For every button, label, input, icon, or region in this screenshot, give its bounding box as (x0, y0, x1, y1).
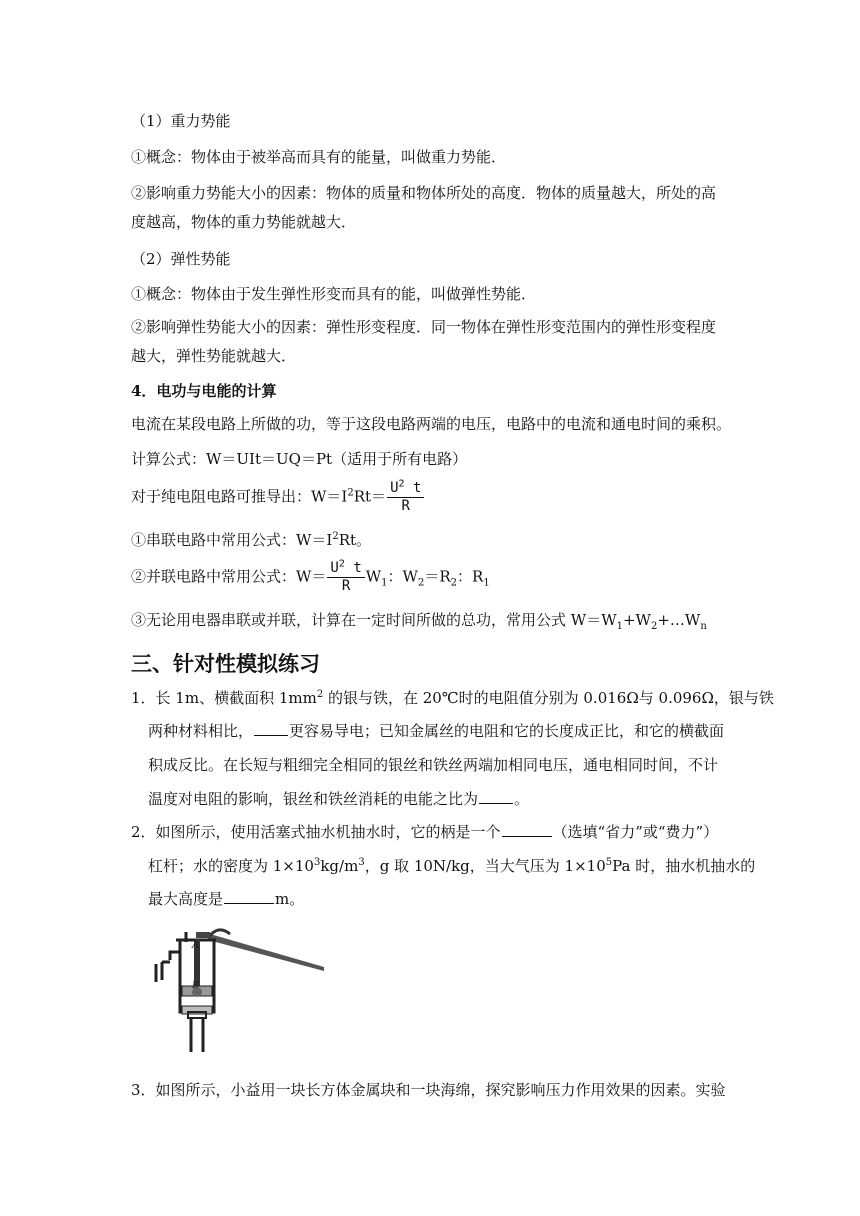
elastic-factors-line1: ②影响弹性势能大小的因素：弹性形变程度．同一物体在弹性形变范围内的弹性形变程度 (131, 318, 717, 336)
series-formula: ①串联电路中常用公式：$W=I^2Rt$。 (131, 531, 372, 549)
pure-resistance-formula: 对于纯电阻电路可推导出：$W=I^2Rt=$ $\frac{U^2 t}{R}$ (131, 480, 425, 515)
section-title: 三、针对性模拟练习 (131, 652, 320, 676)
elastic-factors-line2: 越大，弹性势能就越大． (131, 347, 297, 365)
gravity-concept: ①概念：物体由于被举高而具有的能量，叫做重力势能． (131, 148, 507, 166)
q3-line1: 3．如图所示，小益用一块长方体金属块和一块海绵，探究影响压力作用效果的因素。实验 (131, 1081, 726, 1099)
q1-blank-1[interactable] (254, 721, 288, 736)
q1-line4: 温度对电阻的影响，银丝和铁丝消耗的电能之比为 。 (148, 790, 530, 808)
gravity-factors-line2: 度越高，物体的重力势能就越大． (131, 213, 357, 231)
q1-line2: 两种材料相比， 更容易导电；已知金属丝的电阻和它的长度成正比，和它的横截面 (148, 722, 725, 740)
q2-blank-1[interactable] (502, 822, 552, 837)
gravity-heading: （1）重力势能 (131, 112, 231, 130)
label-b: B (192, 981, 199, 991)
q2-line1: 2．如图所示，使用活塞式抽水机抽水时，它的柄是一个 （选填“省力”或“费力”） (131, 823, 719, 841)
elastic-heading: （2）弹性势能 (131, 250, 231, 268)
fraction-u2t-over-r-parallel: $\frac{U^2 t}{R}$ (327, 560, 364, 595)
label-a: A (192, 940, 200, 951)
q2-blank-2[interactable] (224, 889, 274, 904)
parallel-formula: ②并联电路中常用公式：W＝ $\frac{U^2 t}{R}$ $W_1$：$W_2=R_2$：$R_1$ (131, 558, 490, 594)
piston-pump-figure (148, 922, 333, 1054)
gravity-factors-line1: ②影响重力势能大小的因素：物体的质量和物体所处的高度．物体的质量越大，所处的高 (131, 184, 717, 202)
q2-line2: 杠杆；水的密度为 $1\times 10^3kg/m^3$，g 取 10N/kg，当大气压为 $1\times 10^5Pa$ 时，抽水机抽水的 (148, 857, 756, 875)
pump-handle (208, 934, 324, 971)
q1-line3: 积成反比。在长短与粗细完全相同的银丝和铁丝两端加相同电压，通电相同时间，不计 (148, 756, 719, 774)
work-formula: 计算公式：W＝UIt＝UQ＝Pt（适用于所有电路） (131, 450, 468, 468)
fraction-u2t-over-r: $\frac{U^2 t}{R}$ (387, 480, 424, 515)
elastic-concept: ①概念：物体由于发生弹性形变而具有的能，叫做弹性势能． (131, 285, 537, 303)
work-definition: 电流在某段电路上所做的功，等于这段电路两端的电压，电路中的电流和通电时间的乘积。 (131, 415, 732, 433)
q1-line1: 1．长 1m、横截面积 $1mm^2$ 的银与铁，在 20℃时的电阻值分别为 0.016Ω与 0.096Ω，银与铁 (131, 689, 774, 707)
work-heading: 4．电功与电能的计算 (131, 382, 277, 400)
total-work-formula: ③无论用电器串联或并联，计算在一定时间所做的总功，常用公式 $W=W_1+W_2+\dots W_n$ (131, 611, 707, 632)
q1-blank-2[interactable] (479, 789, 513, 804)
q2-line3: 最大高度是 m。 (148, 890, 305, 908)
